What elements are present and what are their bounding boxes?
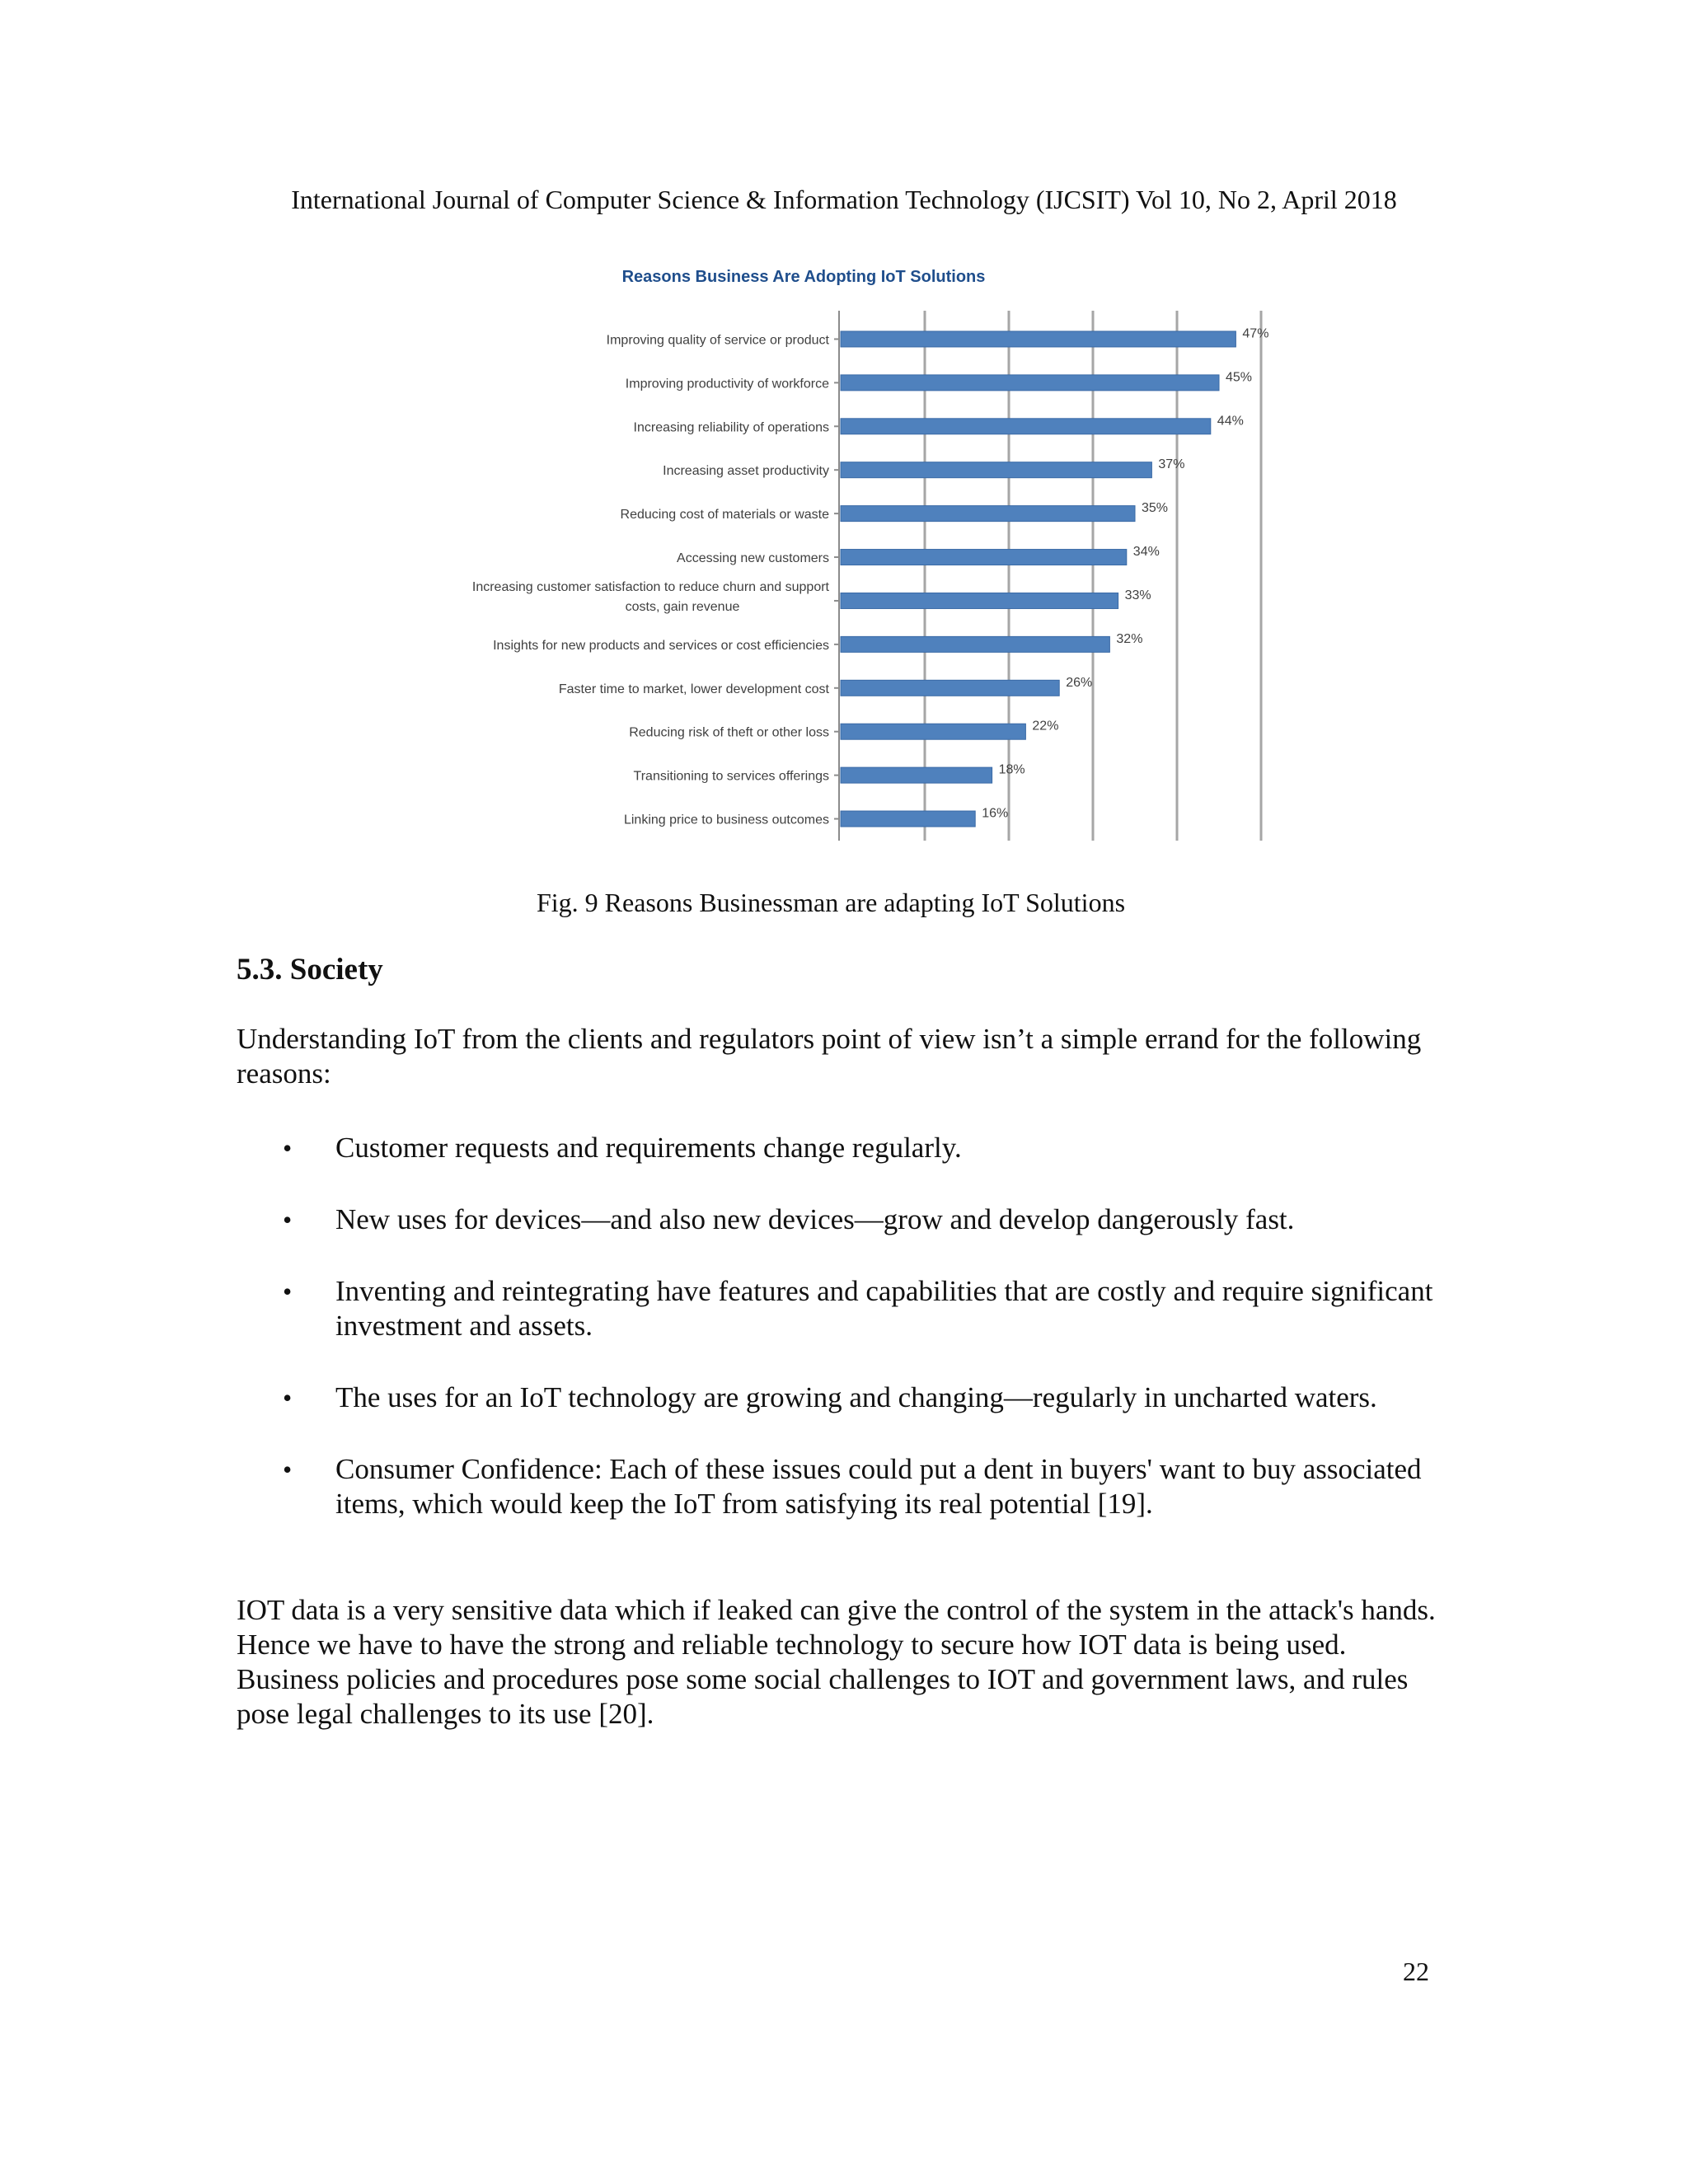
list-item [237,1202,1448,1237]
value-label: 22% [1032,719,1059,733]
bar [841,331,1236,347]
list-item-text: New uses for devices—and also new devices—grow and develop dangerously fast. [335,1203,1295,1235]
bar-chart [379,255,1302,849]
bar [841,419,1211,434]
category-label: Faster time to market, lower development cost [558,682,829,696]
value-label: 26% [1066,675,1093,690]
category-label: Insights for new products and services or cost efficiencies [493,638,829,653]
list-item-text: Consumer Confidence: Each of these issues could put a dent in buyers' want to buy associated items, which would keep the IoT from satisfying its real potential [19]. [335,1453,1422,1520]
list-item-text: The uses for an IoT technology are growing and changing—regularly in uncharted waters. [335,1381,1377,1413]
bullet-icon: • [283,1277,293,1306]
list-item [237,1274,1448,1343]
value-label: 33% [1124,588,1151,602]
value-label: 45% [1226,370,1253,385]
bullet-icon: • [283,1383,293,1413]
bar [841,375,1219,391]
value-label: 47% [1242,326,1269,341]
category-label: Increasing asset productivity [663,464,829,479]
value-label: 37% [1158,457,1185,472]
bar [841,680,1059,696]
bar [841,593,1118,608]
value-label: 32% [1116,631,1143,646]
bar [841,550,1127,565]
bullet-icon: • [283,1205,293,1235]
category-label: Transitioning to services offerings [633,769,829,784]
value-label: 34% [1132,545,1160,560]
category-label: Increasing customer satisfaction to reduce churn and support [471,579,829,594]
bar [841,506,1135,522]
reasons-list [237,1131,1448,1558]
value-label: 18% [998,762,1025,777]
category-label: Improving quality of service or product [606,333,829,348]
value-label: 35% [1142,501,1169,516]
section-heading: 5.3. Society [237,953,383,987]
category-label: Linking price to business outcomes [623,813,829,827]
category-label: Reducing risk of theft or other loss [629,725,829,740]
value-label: 16% [982,806,1009,821]
category-label: Improving productivity of workforce [625,377,829,391]
value-label: 44% [1217,414,1244,429]
bullet-icon: • [283,1133,293,1163]
bar [841,462,1151,478]
closing-paragraph: IOT data is a very sensitive data which if leaked can give the control of the system in the attack's hands. Hence we have to have the strong and reliable technology to secure how IOT data is being used. Business policies and procedures pose some social challenges to IOT and government laws, and rules pose legal challenges to its use [20]. [237,1594,1436,1730]
running-header: International Journal of Computer Science & Information Technology (IJCSIT) Vol 10, No 2, April 2018 [291,185,1397,214]
list-item [237,1380,1448,1415]
intro-paragraph: Understanding IoT from the clients and regulators point of view isn’t a simple errand for the following reasons: [237,1023,1422,1090]
list-item [237,1131,1448,1165]
category-label: costs, gain revenue [625,599,740,614]
category-label: Increasing reliability of operations [633,420,829,435]
figure-caption: Fig. 9 Reasons Businessman are adapting IoT Solutions [536,888,1126,917]
chart-title: Reasons Business Are Adopting IoT Solutions [621,268,986,286]
bar [841,724,1025,739]
bar [841,767,992,783]
bar-chart-svg [379,255,1302,849]
bar [841,636,1109,652]
list-item-text: Customer requests and requirements change regularly. [335,1132,962,1164]
category-label: Reducing cost of materials or waste [620,508,829,523]
page-number: 22 [1403,1957,1429,1986]
bar [841,811,975,827]
list-item-text: Inventing and reintegrating have features and capabilities that are costly and require significant investment and assets. [335,1275,1433,1342]
bullet-icon: • [283,1455,293,1484]
list-item [237,1452,1448,1521]
category-label: Accessing new customers [677,551,829,566]
